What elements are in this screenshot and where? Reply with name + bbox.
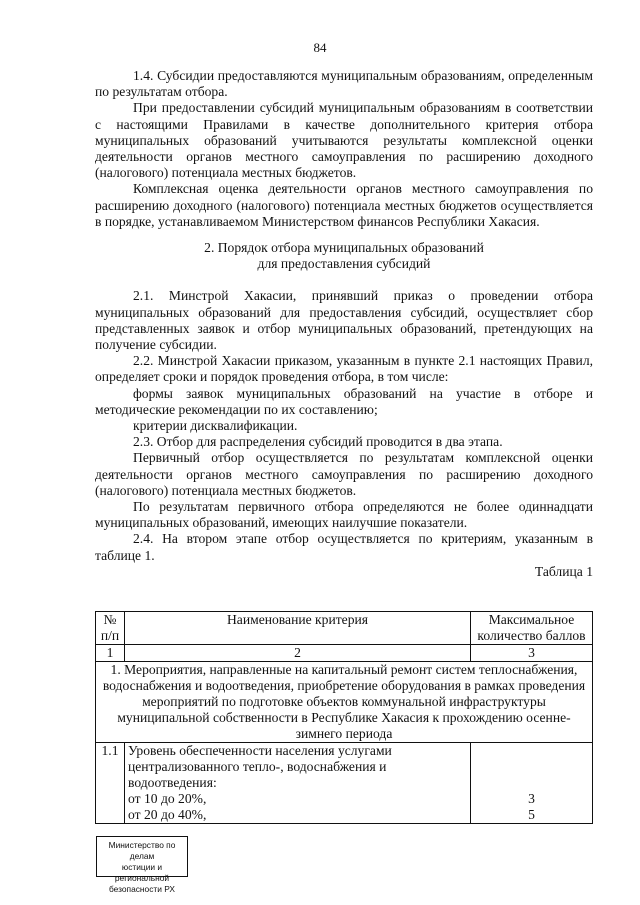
paragraph-1-4: 1.4. Субсидии предоставляются муниципальным образованиям, определенным по результатам отбора. <box>95 68 593 100</box>
header-max-score-line-2: количество баллов <box>477 628 586 643</box>
row-score: 3 <box>528 791 535 806</box>
table-numbering-row <box>96 645 593 662</box>
paragraph-comprehensive-assessment: Комплексная оценка деятельности органов местного самоуправления по расширению доходного (налогового) потенциала местных бюджетов осуществляется в порядке, устанавливаемом Министерством финансов Республики Хакасия. <box>95 181 593 229</box>
section-title-line-1: 2. Порядок отбора муниципальных образований <box>204 240 484 256</box>
section-row-cell: 1. Мероприятия, направленные на капитальный ремонт систем теплоснабжения, водоснабжения и водоотведения, приобретение оборудования в рамках проведения мероприятий по подготовке объектов коммунальной инфраструктуры муниципальной собственности в Республике Хакасия к прохождению осенне-зимнего периода <box>96 662 593 743</box>
header-max-score <box>471 612 593 645</box>
page-number: 84 <box>313 40 327 55</box>
row-sub-item: от 20 до 40%, <box>128 807 207 822</box>
row-scores-spacer <box>474 743 589 791</box>
header-criterion-name: Наименование критерия <box>125 612 471 645</box>
paragraph-primary-selection: Первичный отбор осуществляется по результатам комплексной оценки деятельности органов местного самоуправления по расширению доходного (налогового) потенциала местных бюджетов. <box>95 450 593 498</box>
document-body <box>95 68 593 594</box>
criteria-table <box>95 611 593 824</box>
table-section-row <box>96 662 593 743</box>
row-criterion-text: Уровень обеспеченности населения услугами централизованного тепло-, водоснабжения и водоотведения: <box>128 743 392 790</box>
header-max-score-line-1: Максимальное <box>488 612 575 627</box>
row-number: 1.1 <box>96 743 125 824</box>
row-criterion <box>125 743 471 824</box>
paragraph-disqualification: критерии дисквалификации. <box>133 418 298 434</box>
table-row <box>96 743 593 824</box>
row-sub-item: от 10 до 20%, <box>128 791 207 806</box>
numbering-cell-2: 2 <box>125 645 471 662</box>
paragraph-application-forms: формы заявок муниципальных образований на участие в отборе и методические рекомендации по их составлению; <box>95 385 593 417</box>
paragraph-2-2: 2.2. Минстрой Хакасии приказом, указанным в пункте 2.1 настоящих Правил, определяет сроки и порядок проведения отбора, в том числе: <box>95 353 593 385</box>
paragraph-additional-criterion: При предоставлении субсидий муниципальным образованиям в соответствии с настоящими Правилами в качестве дополнительного критерия отбора муниципальных образований учитываются результаты комплексной оценки деятельности органов местного самоуправления по расширению доходного (налогового) потенциала местных бюджетов. <box>95 100 593 181</box>
row-scores <box>471 743 593 824</box>
stamp-line-2: юстиции и региональной <box>114 862 170 883</box>
header-number <box>96 612 125 645</box>
numbering-cell-3: 3 <box>471 645 593 662</box>
row-score: 5 <box>528 807 535 822</box>
paragraph-primary-results: По результатам первичного отбора определяются не более одиннадцати муниципальных образований, имеющих наилучшие показатели. <box>95 499 593 531</box>
table-header-row <box>96 612 593 645</box>
ministry-stamp <box>96 836 188 894</box>
header-number-line-1: № <box>103 612 117 627</box>
paragraph-2-4: 2.4. На втором этапе отбор осуществляется по критериям, указанным в таблице 1. <box>95 531 593 563</box>
table-caption: Таблица 1 <box>534 563 593 579</box>
header-number-line-2: п/п <box>100 628 120 643</box>
paragraph-2-3: 2.3. Отбор для распределения субсидий проводится в два этапа. <box>133 434 503 450</box>
stamp-line-3: безопасности РХ <box>108 884 176 894</box>
paragraph-2-1: 2.1. Минстрой Хакасии, принявший приказ о проведении отбора муниципальных образований для предоставления субсидий, осуществляет сбор представленных заявок и отбор муниципальных образований, претендующих на получение субсидии. <box>95 288 593 353</box>
section-title-line-2: для предоставления субсидий <box>257 256 431 272</box>
section-title <box>95 240 593 272</box>
numbering-cell-1: 1 <box>96 645 125 662</box>
stamp-line-1: Министерство по делам <box>108 840 176 861</box>
